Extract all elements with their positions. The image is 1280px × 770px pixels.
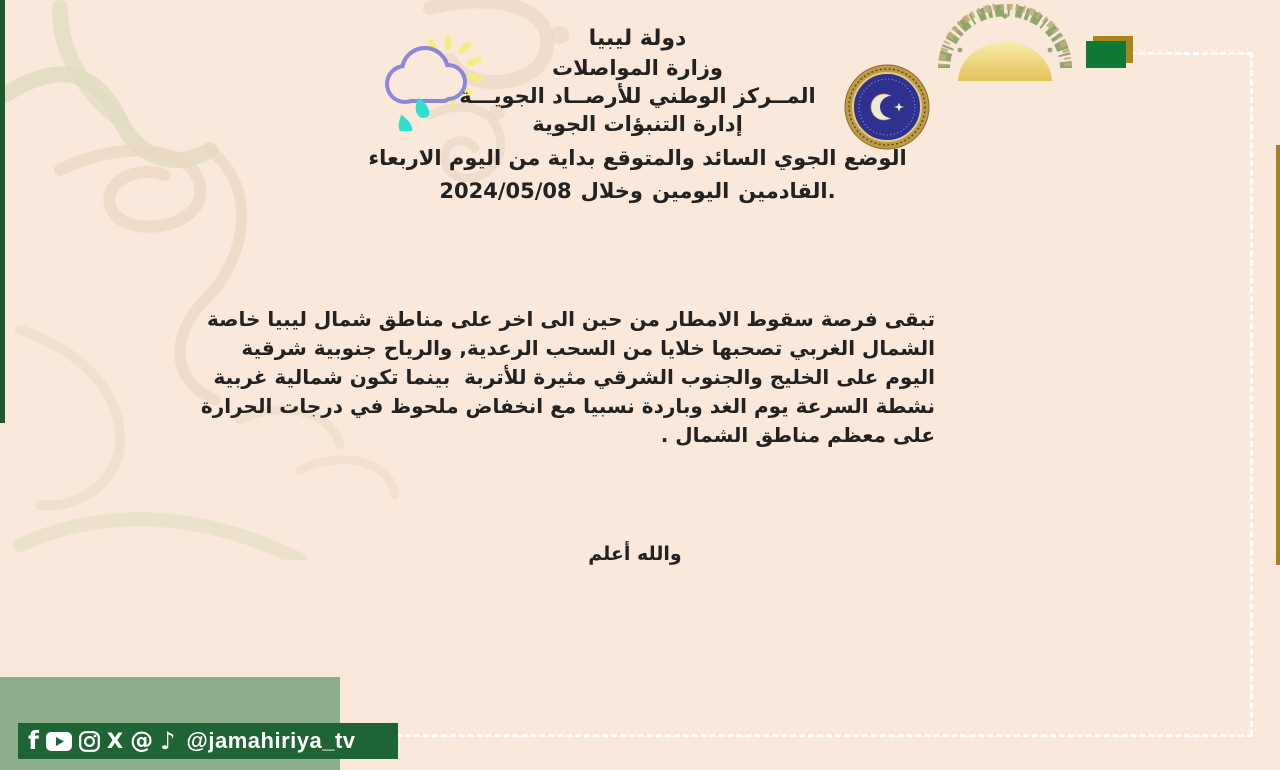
date-line-word: اليومين: [651, 179, 730, 203]
header-country: دولة ليبيا: [588, 26, 687, 51]
libya-green-flag: [1086, 36, 1134, 70]
closing-phrase: والله أعلم: [588, 543, 682, 565]
left-green-stripe: [0, 0, 5, 423]
facebook-icon: f: [28, 725, 39, 755]
youtube-icon: [46, 732, 72, 751]
forecast-line: اليوم على الخليج والجنوب الشرقي مثيرة للأتربة بينما تكون شمالية غربية: [213, 365, 935, 389]
header-situation-line: الوضع الجوي السائد والمتوقع بداية من اليوم الاربعاء: [368, 146, 907, 170]
bulletin-header: [330, 24, 945, 208]
forecast-paragraph: [201, 305, 935, 450]
dashed-border-top: [1121, 52, 1253, 55]
jamahiriya-tv-logo: [930, 4, 1080, 84]
right-gold-stripe: [1276, 145, 1280, 565]
forecast-line: تبقى فرصة سقوط الامطار من حين الى اخر على مناطق شمال ليبيا خاصة: [207, 307, 935, 331]
date-line-word: وخلال: [580, 179, 643, 203]
bulletin-date: 2024/05/08: [439, 179, 572, 203]
flag-green-field: [1086, 41, 1126, 68]
header-department: إدارة التنبؤات الجوية: [532, 112, 743, 136]
header-center: المــركز الوطني للأرصــاد الجويـــة: [459, 84, 816, 108]
x-icon: X: [106, 728, 124, 753]
header-ministry: وزارة المواصلات: [551, 56, 723, 80]
instagram-icon: [79, 731, 100, 752]
tiktok-icon: ♪: [160, 727, 176, 755]
forecast-line: على معظم مناطق الشمال .: [660, 423, 935, 447]
dashed-border-bottom: [396, 734, 1253, 737]
forecast-line: نشطة السرعة يوم الغد وباردة نسبيا مع انخفاض ملحوظ في درجات الحرارة: [200, 394, 935, 418]
forecast-line: الشمال الغربي تصحبها خلايا من السحب الرعدية, والرياح جنوبية شرقية: [241, 336, 935, 360]
threads-icon: @: [130, 727, 154, 754]
social-handle: @jamahiriya_tv: [186, 728, 356, 753]
dashed-border-right: [1250, 52, 1253, 736]
social-media-bar: [18, 723, 398, 759]
date-line-word: القادمين.: [738, 179, 836, 203]
header-date-line: [330, 174, 945, 208]
